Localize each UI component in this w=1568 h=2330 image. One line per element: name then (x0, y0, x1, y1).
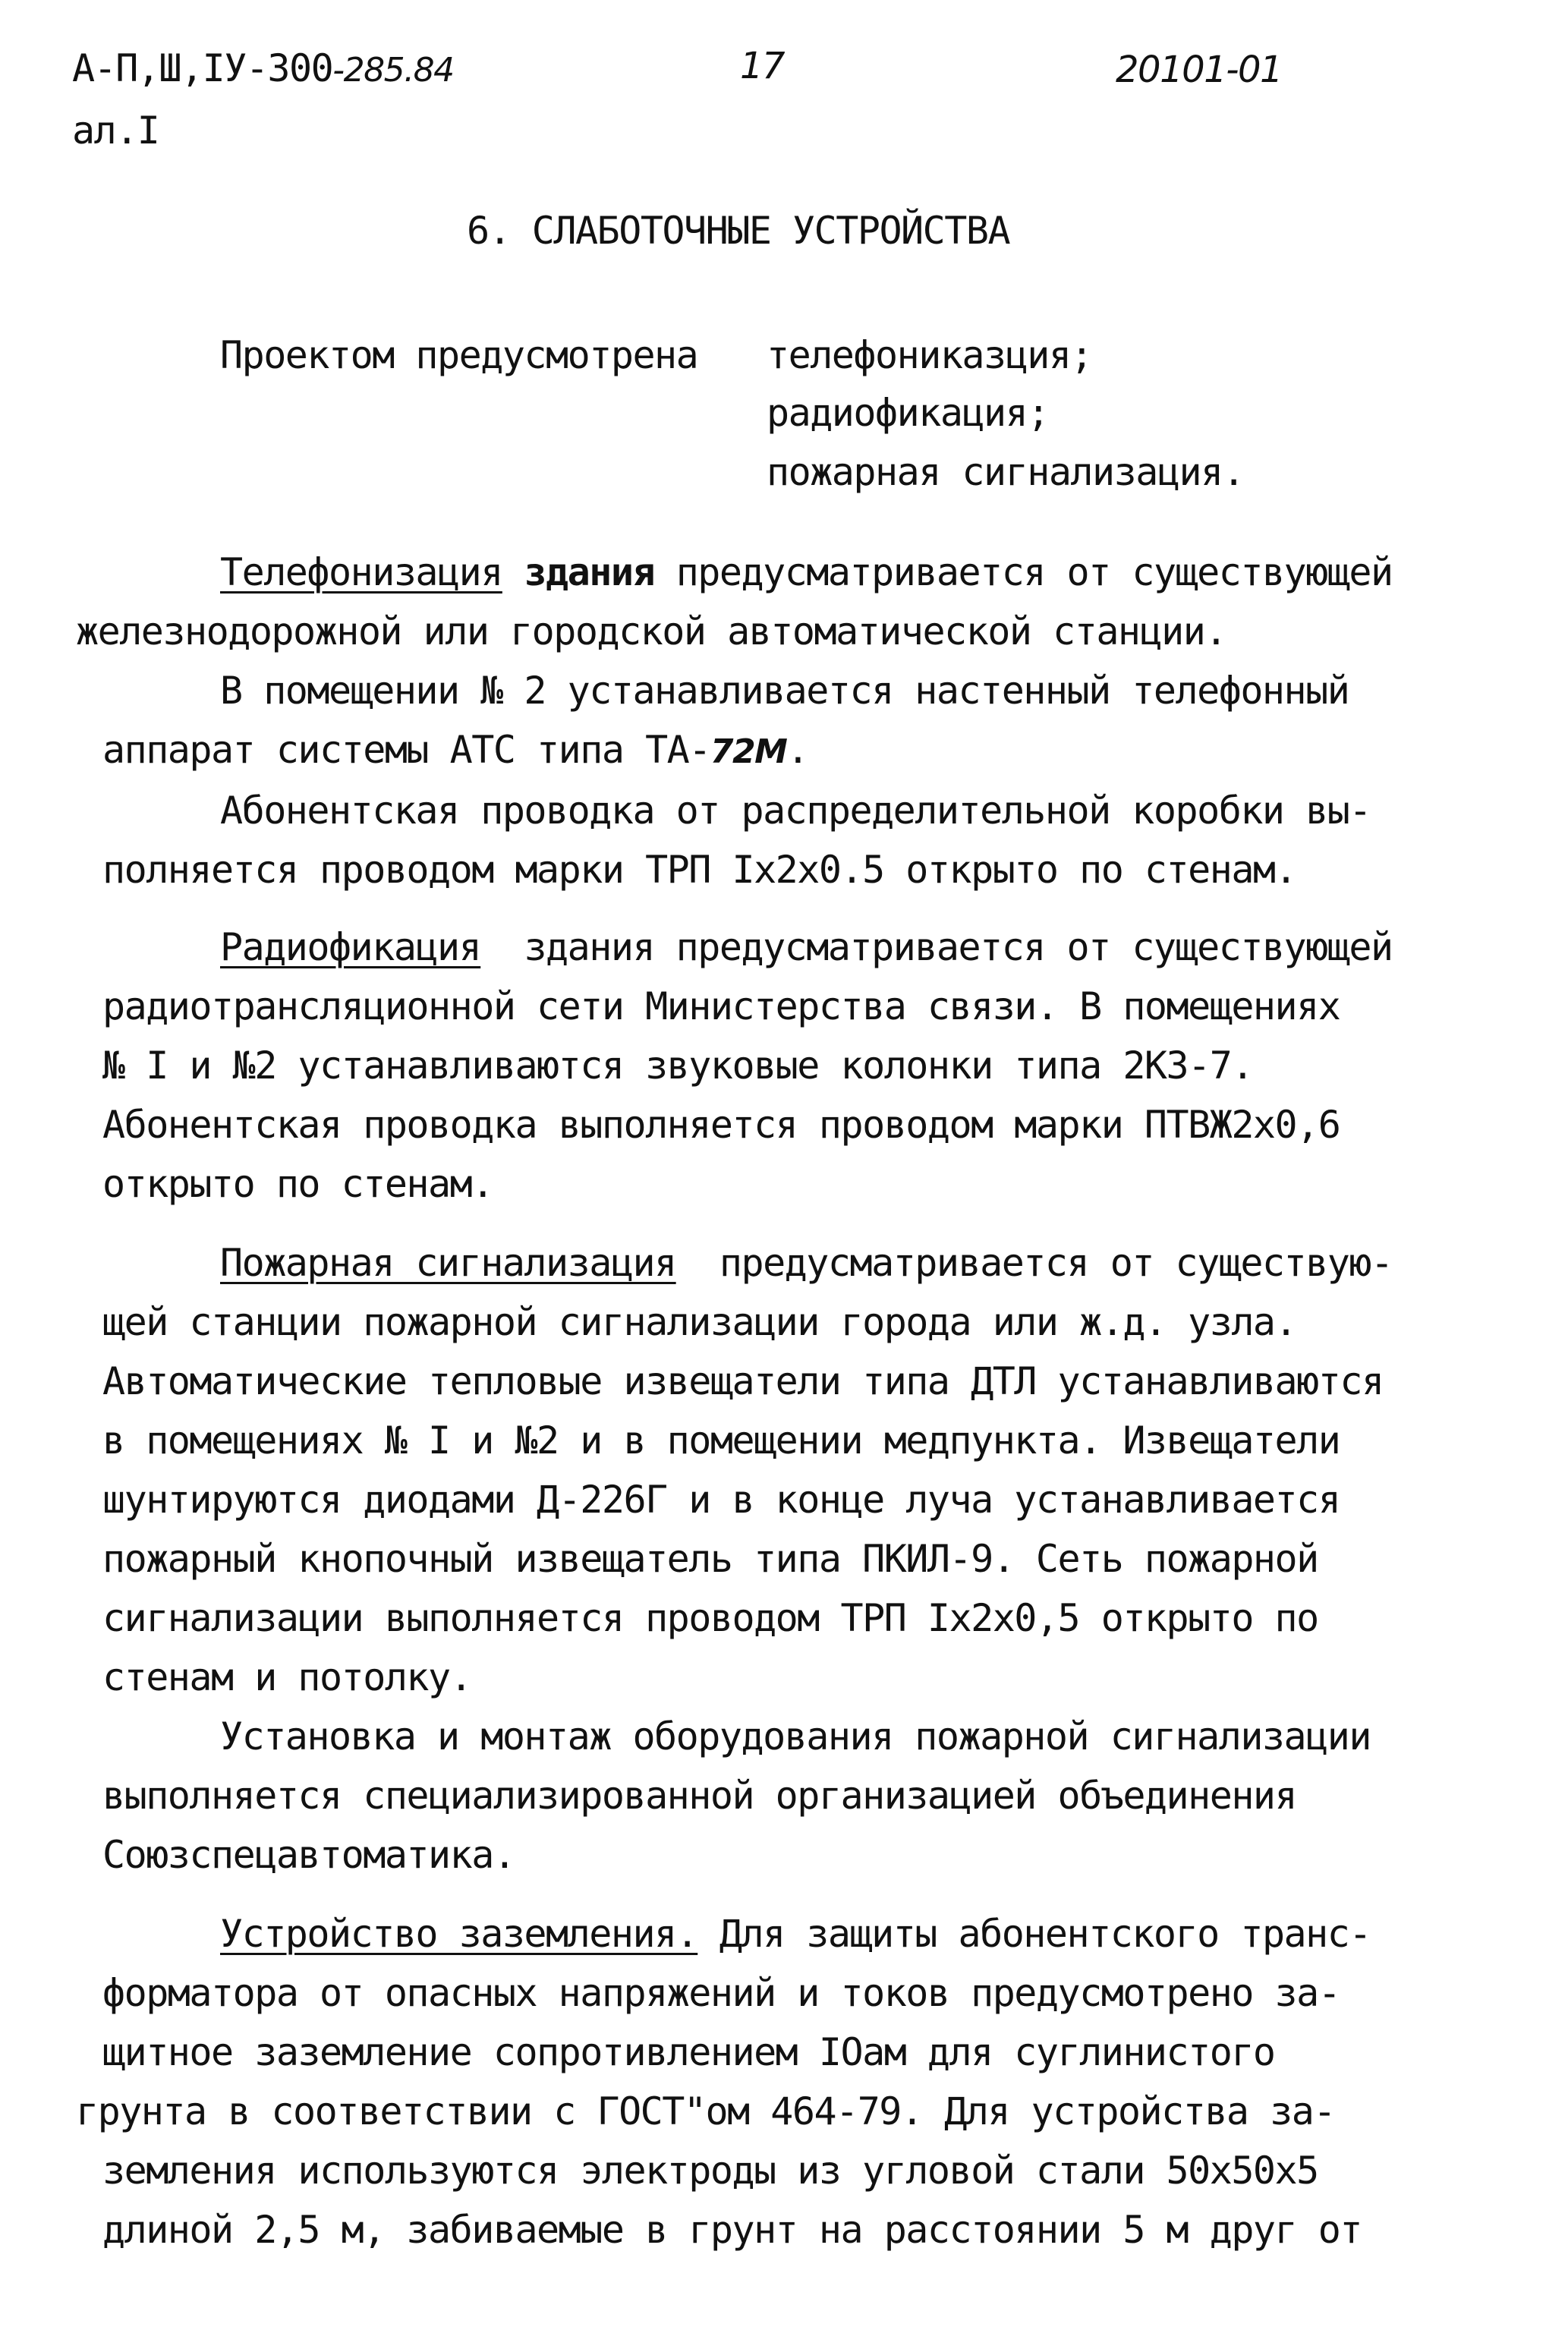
sheet-label: ал.I (72, 109, 159, 153)
radio-line-5: открыто по стенам. (102, 1162, 493, 1206)
fire-line-6: пожарный кнопочный извещатель типа ПКИЛ-9. Сеть пожарной (102, 1537, 1318, 1581)
telephone-line-3: В помещении № 2 устанавливается настенный телефонный (220, 669, 1349, 713)
fire-line-3: Автоматические тепловые извещатели типа ДТЛ устанавливаются (102, 1359, 1384, 1403)
document-code-printed: А-П,Ш,IУ-300 (72, 46, 333, 90)
document-code (72, 44, 454, 95)
grounding-heading: Устройство заземления. (220, 1912, 698, 1956)
grounding-line-4: грунта в соответствии с ГОСТ"ом 464-79. Для устройства за- (76, 2089, 1335, 2133)
telephone-line-2: железнодорожной или городской автоматической станции. (76, 609, 1226, 653)
radio-line-1 (220, 923, 1393, 971)
telephone-heading: Телефонизация (220, 550, 502, 594)
fire-line-8: стенам и потолку. (102, 1655, 472, 1699)
fire-line-5: шунтируются диодами Д-226Г и в конце луча устанавливается (102, 1478, 1340, 1522)
fire-line-1 (220, 1239, 1393, 1287)
telephone-line-4: аппарат системы АТС типа ТА-72М. (102, 728, 808, 772)
grounding-line-6: длиной 2,5 м, забиваемые в грунт на расстоянии 5 м друг от (102, 2208, 1362, 2252)
grounding-line-1 (220, 1910, 1371, 1958)
document-number: 20101-01 (1116, 49, 1283, 91)
grounding-line-1-rest: Для защиты абонентского транс- (719, 1912, 1371, 1956)
radio-line-2: радиотрансляционной сети Министерства связи. В помещениях (102, 984, 1340, 1028)
fire-line-2: щей станции пожарной сигнализации города или ж.д. узла. (102, 1300, 1297, 1344)
intro-item-radio: радиофикация; (767, 391, 1049, 435)
fire-line-4: в помещениях № I и №2 и в помещении медпункта. Извещатели (102, 1418, 1340, 1463)
telephone-bold-word: здания (524, 550, 655, 594)
fire-heading: Пожарная сигнализация (220, 1241, 676, 1285)
fire-line-7: сигнализации выполняется проводом ТРП Iх2х0,5 открыто по (102, 1596, 1318, 1640)
fire-line-1-rest: предусматривается от существую- (719, 1241, 1393, 1285)
intro-item-fire: пожарная сигнализация. (767, 450, 1245, 494)
radio-heading: Радиофикация (220, 925, 481, 969)
fire-line-10: выполняется специализированной организацией объединения (102, 1774, 1297, 1818)
radio-line-3: № I и №2 устанавливаются звуковые колонки типа 2КЗ-7. (102, 1044, 1253, 1088)
document-code-handwritten: -285.84 (332, 51, 454, 90)
intro-item-telephone: телефониказция; (767, 333, 1093, 377)
radio-line-4: Абонентская проводка выполняется проводом марки ПТВЖ2х0,6 (102, 1103, 1340, 1147)
page-number: 17 (740, 45, 785, 87)
telephone-line-1-rest: предусматривается от существующей (675, 550, 1393, 594)
grounding-line-5: земления используются электроды из угловой стали 50х50х5 (102, 2149, 1318, 2193)
fire-line-9: Установка и монтаж оборудования пожарной сигнализации (220, 1714, 1371, 1759)
fire-line-11: Союзспецавтоматика. (102, 1833, 515, 1877)
grounding-line-3: щитное заземление сопротивлением IОам для суглинистого (102, 2030, 1275, 2074)
radio-line-1-rest: здания предусматривается от существующей (524, 925, 1393, 969)
grounding-line-2: форматора от опасных напряжений и токов предусмотрено за- (102, 1971, 1340, 2015)
telephone-line-5: Абонентская проводка от распределительной коробки вы- (220, 789, 1371, 833)
section-title: 6. СЛАБОТОЧНЫЕ УСТРОЙСТВА (467, 209, 1010, 253)
telephone-model-handwritten: 72М (710, 732, 787, 771)
intro-prefix: Проектом предусмотрена (220, 333, 698, 377)
telephone-line-1 (220, 548, 1393, 597)
telephone-line-6: полняется проводом марки ТРП Iх2х0.5 открыто по стенам. (102, 848, 1297, 892)
